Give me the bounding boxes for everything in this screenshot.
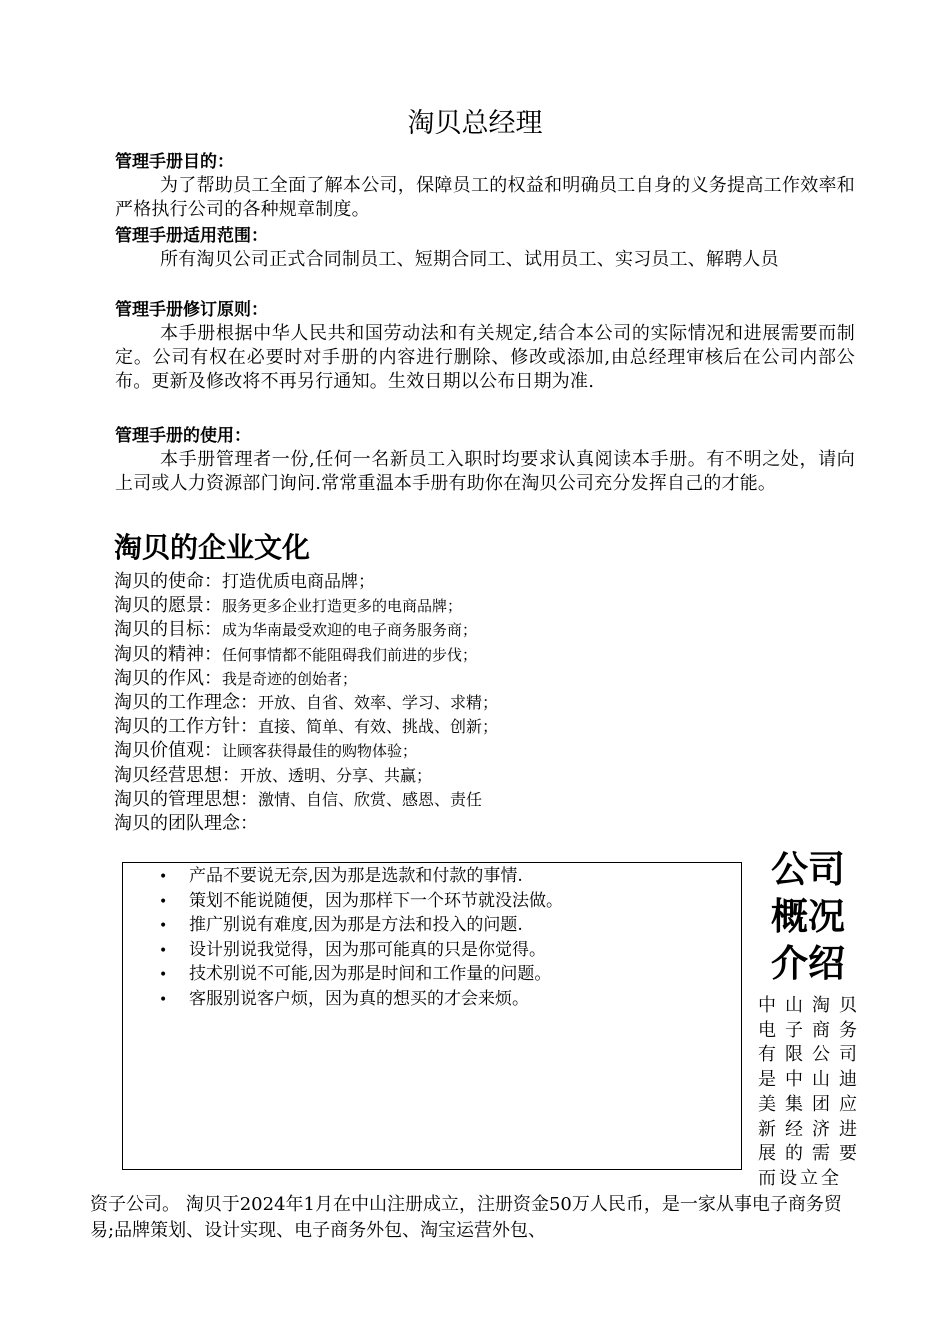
- list-item: [159, 865, 563, 890]
- list-item: [159, 939, 563, 964]
- bullet-icon: •: [159, 991, 168, 1008]
- section-scope: [115, 224, 855, 272]
- list-item-text: 设计别说我觉得，因为那可能真的只是你觉得。: [189, 939, 546, 960]
- section-purpose: [115, 150, 855, 222]
- team-ideas-box: [122, 862, 742, 1170]
- section-heading: 管理手册目的：: [115, 152, 234, 172]
- culture-item: [114, 764, 674, 788]
- section-text: 所有淘贝公司正式合同制员工、短期合同工、试用员工、实习员工、解聘人员: [160, 249, 779, 270]
- overview-continued-text: 资子公司。 淘贝于2024年1月在中山注册成立，注册资金50万人民币，是一家从事电子商务贸易;品牌策划、设计实现、电子商务外包、淘宝运营外包、: [90, 1194, 842, 1241]
- list-item-text: 策划不能说随便，因为那样下一个环节就没法做。: [189, 890, 563, 911]
- section-heading: 管理手册适用范围：: [115, 226, 268, 246]
- culture-item: [114, 643, 674, 667]
- list-item: [159, 988, 563, 1013]
- list-item: [159, 914, 563, 939]
- section-heading: 管理手册的使用：: [115, 426, 251, 446]
- section-revision: [115, 298, 855, 394]
- culture-value: 任何事情都不能阻碍我们前进的步伐；: [222, 645, 478, 664]
- section-text: 本手册管理者一份,任何一名新员工入职时均要求认真阅读本手册。有不明之处，请向上司或人力资源部门询问.常常重温本手册有助你在淘贝公司充分发挥自己的才能。: [115, 449, 855, 494]
- bullet-icon: •: [159, 942, 168, 959]
- culture-item: [114, 739, 674, 763]
- section-heading: 管理手册修订原则：: [115, 300, 268, 320]
- overview-side-text: 中山淘贝电子商务有限公司是中山迪美集团应新经济进展的需要而设立全: [758, 995, 860, 1189]
- culture-value: 让顾客获得最佳的购物体验；: [222, 742, 418, 761]
- bullet-icon: •: [159, 918, 168, 934]
- bullet-icon: •: [159, 967, 168, 983]
- culture-value: 直接、简单、有效、挑战、创新；: [258, 717, 499, 737]
- culture-heading: 淘贝的企业文化: [114, 531, 311, 564]
- culture-key: 淘贝的使命：: [114, 571, 222, 592]
- culture-key: 淘贝的管理思想：: [114, 788, 258, 810]
- culture-value: 激情、自信、欣赏、感恩、责任: [258, 789, 483, 809]
- culture-item: [114, 667, 674, 691]
- list-item-text: 产品不要说无奈,因为那是选款和付款的事情.: [189, 866, 523, 886]
- culture-list: [114, 570, 674, 836]
- overview-heading: 公司概况介绍: [771, 848, 845, 985]
- culture-item: [114, 715, 674, 739]
- culture-item: [114, 618, 674, 642]
- list-item-text: 推广别说有难度,因为那是方法和投入的问题.: [189, 915, 523, 935]
- culture-item: [114, 594, 674, 618]
- culture-key: 淘贝经营思想：: [114, 764, 240, 786]
- section-text: 为了帮助员工全面了解本公司，保障员工的权益和明确员工自身的义务提高工作效率和严格执行公司的各种规章制度。: [115, 175, 855, 220]
- culture-key: 淘贝的团队理念：: [114, 812, 258, 834]
- culture-value: 开放、自省、效率、学习、求精；: [258, 692, 499, 712]
- culture-item: [114, 812, 674, 836]
- list-item: [159, 963, 563, 988]
- bullet-icon: •: [159, 893, 168, 910]
- culture-item: [114, 691, 674, 715]
- culture-value: 开放、透明、分享、共赢；: [240, 765, 433, 785]
- list-item: [159, 890, 563, 915]
- culture-key: 淘贝的目标：: [114, 619, 222, 641]
- culture-value: 我是奇迹的创始者；: [222, 669, 358, 688]
- page-title: 淘贝总经理: [407, 108, 543, 139]
- culture-key: 淘贝的作风：: [114, 667, 222, 689]
- list-item-text: 技术别说不可能,因为那是时间和工作量的问题。: [189, 964, 552, 984]
- culture-item: [114, 570, 674, 594]
- section-usage: [115, 424, 855, 496]
- culture-key: 淘贝的工作方针：: [114, 716, 258, 738]
- list-item-text: 客服别说客户烦，因为真的想买的才会来烦。: [189, 988, 529, 1009]
- culture-value: 成为华南最受欢迎的电子商务服务商；: [222, 621, 478, 640]
- culture-key: 淘贝价值观：: [114, 740, 222, 762]
- culture-key: 淘贝的愿景：: [114, 595, 222, 617]
- culture-value: 打造优质电商品牌；: [222, 572, 375, 592]
- team-ideas-list: [159, 865, 563, 1012]
- culture-key: 淘贝的工作理念：: [114, 691, 258, 713]
- culture-item: [114, 788, 674, 812]
- culture-value: 服务更多企业打造更多的电商品牌；: [222, 597, 463, 616]
- bullet-icon: •: [159, 869, 168, 885]
- section-text: 本手册根据中华人民共和国劳动法和有关规定,结合本公司的实际情况和进展需要而制定。公司有权在必要时对手册的内容进行删除、修改或添加,由总经理审核后在公司内部公布。更新及修改将不再另行通知。生效日期以公布日期为准.: [115, 323, 855, 392]
- culture-key: 淘贝的精神：: [114, 643, 222, 665]
